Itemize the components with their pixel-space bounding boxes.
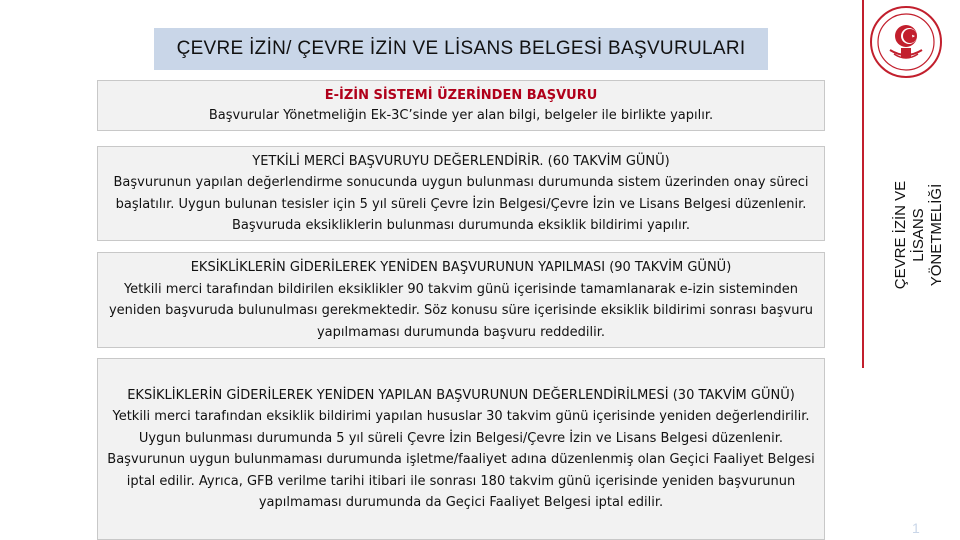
- step-box-reevaluation: [97, 358, 825, 540]
- step-box-resubmission: [97, 252, 825, 348]
- step-body: Başvurunun yapılan değerlendirme sonucunda uygun bulunması durumunda sistem üzerinden onay süreci başlatılır. Uygun bulunan tesisler için 5 yıl süreli Çevre İzin Belgesi/Çevre İzin ve Lisans Belgesi düzenlenir. Başvuruda eksikliklerin bulunması durumunda eksiklik bildirimi yapılır.: [113, 175, 809, 233]
- step-box-eizin: [97, 80, 825, 131]
- step-heading: EKSİKLİKLERİN GİDERİLEREK YENİDEN YAPILAN BAŞVURUNUN DEĞERLENDİRİLMESİ (30 TAKVİM GÜNÜ): [127, 387, 795, 403]
- step-heading: EKSİKLİKLERİN GİDERİLEREK YENİDEN BAŞVURUNUN YAPILMASI (90 TAKVİM GÜNÜ): [190, 260, 732, 275]
- step-heading: YETKİLİ MERCİ BAŞVURUYU DEĞERLENDİRİR. (60 TAKVİM GÜNÜ): [252, 153, 670, 169]
- page-title: ÇEVRE İZİN/ ÇEVRE İZİN VE LİSANS BELGESİ BAŞVURULARI: [154, 28, 768, 70]
- step-heading: E-İZİN SİSTEMİ ÜZERİNDEN BAŞVURU: [324, 87, 598, 103]
- side-label-line3: YÖNETMELİĞİ: [928, 183, 945, 287]
- side-label-line2: LİSANS: [910, 208, 927, 262]
- page-number: 1: [912, 520, 920, 536]
- step-body: Başvurular Yönetmeliğin Ek-3C’sinde yer alan bilgi, belgeler ile birlikte yapılır.: [208, 107, 714, 123]
- step-box-evaluation: [97, 146, 825, 241]
- step-body: Yetkili merci tarafından bildirilen eksiklikler 90 takvim günü içerisinde tamamlanarak e-izin sisteminden yeniden başvuruda bulunulması gerekmektedir. Söz konusu süre içerisinde eksiklik bildirimi sonrası başvuru yapılmaması durumunda başvuru reddedilir.: [108, 281, 814, 340]
- divider-line: [862, 0, 864, 368]
- step-body: Yetkili merci tarafından eksiklik bildirimi yapılan hususlar 30 takvim günü içerisinde yeniden değerlendirilir. Uygun bulunması durumunda 5 yıl süreli Çevre İzin Belgesi/Çevre İzin ve Lisans Belgesi düzenlenir. Başvurunun uygun bulunmaması durumunda işletme/faaliyet adına düzenlenmiş olan Geçici Faaliyet Belgesi iptal edilir. Ayrıca, GFB verilme tarihi itibari ile sonrası 180 takvim günü içerisinde yeniden başvurunun yapılmaması durumunda da Geçici Faaliyet Belgesi iptal edilir.: [107, 409, 815, 510]
- side-label: [888, 100, 950, 370]
- ministry-emblem-logo: [868, 4, 944, 80]
- side-label-line1: ÇEVRE İZİN VE: [892, 180, 909, 290]
